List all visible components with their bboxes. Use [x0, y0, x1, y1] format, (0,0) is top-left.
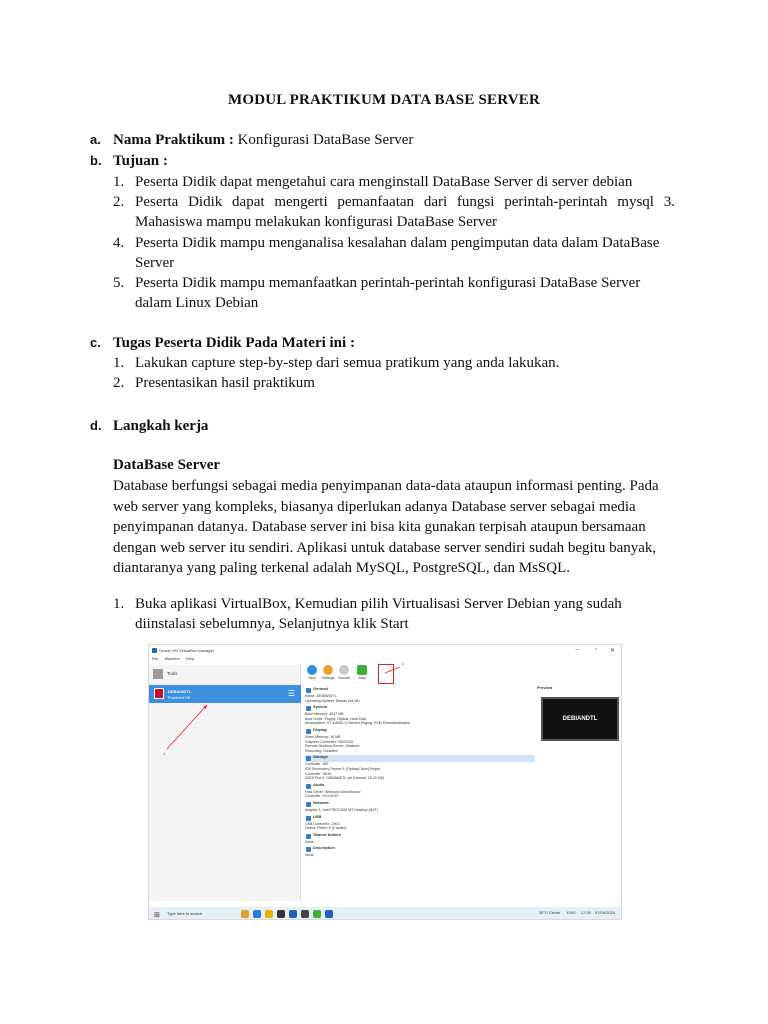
virtualbox-screenshot — [148, 644, 622, 920]
start-button[interactable]: Start — [355, 665, 369, 680]
storage-header: Storage — [305, 755, 535, 762]
new-button[interactable]: New — [305, 665, 319, 680]
objectives-list-continued — [113, 233, 675, 313]
restore-icon[interactable]: ▫ — [594, 647, 597, 653]
tools-item[interactable]: Tools — [153, 669, 178, 683]
list-item: 1. Buka aplikasi VirtualBox, Kemudian pilih Virtualisasi Server Debian yang sudah diinstalasi sebelumnya, Selanjutnya klik Start — [113, 596, 622, 632]
shared-folders-header: Shared folders — [305, 833, 535, 840]
section-d — [90, 416, 208, 436]
description-header: Description — [305, 846, 535, 853]
display-header: Display — [305, 728, 535, 735]
section-a-marker: a. — [90, 132, 101, 147]
section-b-label: Tujuan : — [113, 153, 168, 169]
objectives-list — [113, 172, 675, 232]
callout-arrow-1 — [167, 705, 207, 749]
preview-screen: DEBIANDTL — [541, 697, 619, 741]
section-c-marker: c. — [90, 335, 101, 350]
menu-machine[interactable]: Machine — [164, 656, 180, 661]
language-indicator: ENG — [567, 910, 576, 915]
section-b — [90, 151, 168, 171]
section-a-label: Nama Praktikum : — [113, 132, 234, 148]
menu-help[interactable]: Help — [185, 656, 195, 661]
section-a-value: Konfigurasi DataBase Server — [237, 132, 414, 148]
weather-status: 30°C Cerah — [538, 910, 560, 915]
clock-time: 17:30 — [580, 910, 591, 915]
page-title: MODUL PRAKTIKUM DATA BASE SERVER — [227, 92, 541, 108]
list-item: 2. Presentasikan hasil praktikum — [113, 375, 315, 391]
close-icon[interactable]: ✕ — [609, 648, 615, 654]
list-item: 1. Peserta Didik dapat mengetahui cara menginstall DataBase Server di server debian — [113, 174, 633, 190]
vm-details-pane: General Name: DEBIANDTL Operating System: Debian (64-bit) System Base Memory: 4047 MB Boot Order: Floppy, Optical, Hard Disk Acceleration: VT-x/AMD-V, Nested Paging, KVM Paravirtualization Display Video Memory: 16 MB Graphics Controller: VMSVGA Remote Desktop Server: Disabled Recording: Disabled Storage Controller: IDE IDE Secondary Device 0: [Optical Drive] Empty Controller: SATA SATA Port 0: DEBIANDTL.vdi (Normal, 15,43 GB) Audio Host Driver: Windows DirectSound Controller: ICH AC97 Network Adapter 1: Intel PRO/1000 MT Desktop (NAT) USB USB Controller: OHCI Device Filters: 0 (0 active) Shared folders None Description None — [305, 685, 535, 858]
section-d-label: Langkah kerja — [113, 418, 209, 434]
list-item: 1. Lakukan capture step-by-step dari semua pratikum yang anda lakukan. — [113, 355, 560, 371]
system-header: System — [305, 705, 535, 712]
minimize-icon[interactable]: – — [575, 647, 579, 653]
callout-arrows — [149, 645, 622, 920]
usb-header: USB — [305, 815, 535, 822]
section-a — [90, 130, 413, 150]
discard-button[interactable]: Discard — [337, 665, 351, 680]
list-item: 5. Peserta Didik mampu memanfaatkan perintah-perintah konfigurasi DataBase Server dalam Linux Debian — [113, 275, 641, 311]
section-d-marker: d. — [90, 418, 102, 433]
database-server-heading: DataBase Server — [113, 457, 221, 473]
callout-label-1: 1 — [163, 751, 166, 756]
list-item: 4. Peserta Didik mampu menganalisa kesalahan dalam pengimputan data dalam DataBase Server — [113, 235, 660, 271]
general-header: General — [305, 687, 535, 694]
menu-file[interactable]: File — [152, 656, 159, 661]
section-c — [90, 333, 355, 353]
callout-arrow-2 — [385, 667, 400, 673]
database-server-paragraph: Database berfungsi sebagai media penyimpanan data-data ataupun informasi penting. Pada web server yang kompleks, biasanya diperlukan adanya Database server sebagai media penyimpanan datanya. Database server ini bisa kita gunakan terpisah ataupun bersamaan dengan web server itu sendiri. Aplikasi untuk database server sendiri sudah begitu banyak, diantaranya yang paling terkenal adalah MySQL, PostgreSQL, dan MsSQL. — [113, 478, 659, 576]
preview-label: Preview — [537, 685, 553, 690]
tasks-list — [113, 353, 675, 393]
taskbar-search[interactable]: Type here to search — [167, 911, 203, 916]
steps-list — [113, 594, 653, 634]
section-c-label: Tugas Peserta Didik Pada Materi ini : — [113, 335, 355, 351]
list-item: 2. Peserta Didik dapat mengerti pemanfaatan dari fungsi perintah-perintah mysql 3. Mahasiswa mampu melakukan konfigurasi DataBase Server — [113, 194, 675, 230]
network-header: Network — [305, 801, 535, 808]
settings-button[interactable]: Settings — [321, 665, 335, 680]
callout-label-2: 2 — [402, 661, 405, 666]
vm-name: DEBIANDTL — [168, 689, 192, 694]
vm-state: Powered Off — [168, 695, 191, 700]
windows-start-icon[interactable]: ⊞ — [154, 912, 160, 919]
audio-header: Audio — [305, 783, 535, 790]
window-title: Oracle VM VirtualBox Manager — [159, 648, 215, 653]
section-b-marker: b. — [90, 153, 102, 168]
vm-menu-icon[interactable]: ☰ — [287, 689, 295, 698]
clock-date: 07/06/2024 — [594, 910, 615, 915]
